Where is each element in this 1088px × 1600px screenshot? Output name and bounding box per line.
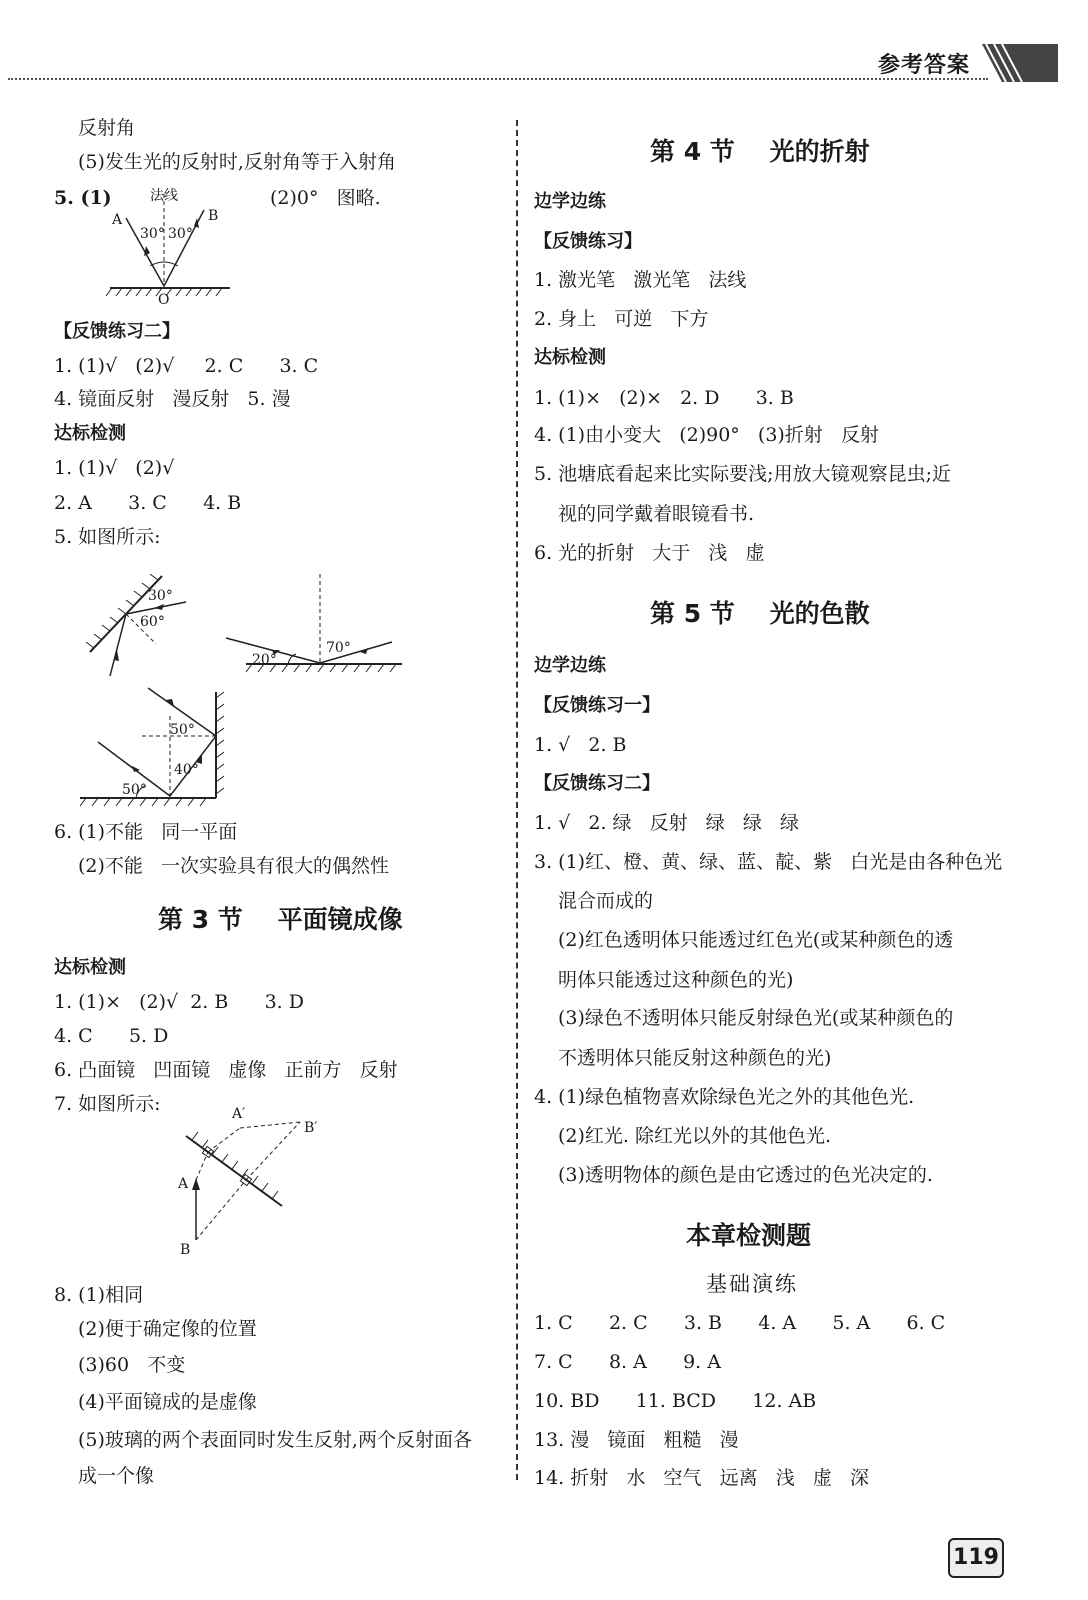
reflection-diagram-1 — [100, 180, 240, 308]
answer-line: 1. √ 2. 绿 反射 绿 绿 绿 — [534, 812, 800, 834]
answer-line: 5. 如图所示: — [54, 526, 161, 548]
answer-line: (4)平面镜成的是虚像 — [78, 1391, 257, 1413]
ray-a-label: A — [112, 212, 123, 228]
answer-line: 1. (1)√ (2)√ — [54, 457, 175, 479]
answer-line: 2. 身上 可逆 下方 — [534, 308, 709, 330]
point-o-label: O — [158, 292, 170, 308]
section-heading: 第 4 节 光的折射 — [650, 137, 870, 166]
answer-line: 4. C 5. D — [54, 1025, 169, 1047]
answer-line: (3)透明物体的颜色是由它透过的色光决定的. — [558, 1164, 933, 1186]
answer-line: (2)0° 图略. — [270, 187, 381, 209]
chapter-test-heading: 本章检测题 — [686, 1221, 812, 1250]
section-label: 达标检测 — [534, 347, 606, 368]
answer-line: 7. C 8. A 9. A — [534, 1351, 721, 1373]
angle-label: 30° — [168, 226, 193, 242]
angle-label: 20° — [252, 652, 277, 668]
answer-line: (2)便于确定像的位置 — [78, 1318, 257, 1340]
answer-line: 4. 镜面反射 漫反射 5. 漫 — [54, 388, 291, 410]
section-label: 边学边练 — [534, 655, 606, 676]
header-rule — [8, 78, 988, 80]
header-title: 参考答案 — [878, 53, 971, 78]
section-label: 达标检测 — [54, 957, 126, 978]
answer-line: 1. (1)× (2)× 2. D 3. B — [534, 387, 794, 409]
answer-line: (5)玻璃的两个表面同时发生反射,两个反射面各 — [78, 1429, 472, 1451]
answer-line: 5. (1) — [54, 187, 112, 209]
answer-line: 6. 光的折射 大于 浅 虚 — [534, 542, 765, 564]
answer-line: (3)绿色不透明体只能反射绿色光(或某种颜色的 — [558, 1007, 954, 1029]
answer-line: 4. (1)绿色植物喜欢除绿色光之外的其他色光. — [534, 1086, 915, 1108]
answer-line: 混合而成的 — [558, 890, 654, 912]
ray-b-label: B — [208, 208, 219, 224]
answer-line: 成一个像 — [78, 1465, 155, 1487]
answer-line: (3)60 不变 — [78, 1354, 186, 1376]
angle-label: 50° — [122, 782, 147, 798]
page-number: 119 — [948, 1538, 1004, 1578]
header-decoration — [982, 44, 1058, 82]
answer-line: (2)红光. 除红光以外的其他色光. — [558, 1125, 832, 1147]
column-divider — [516, 120, 518, 1480]
answer-line: 视的同学戴着眼镜看书. — [558, 503, 755, 525]
answer-line: 不透明体只能反射这种颜色的光) — [558, 1047, 832, 1069]
answer-line: (5)发生光的反射时,反射角等于入射角 — [78, 151, 396, 173]
section-label: 边学边练 — [534, 191, 606, 212]
section-label: 【反馈练习】 — [534, 231, 642, 252]
angle-label: 40° — [174, 762, 199, 778]
answer-line: 1. (1)× (2)√ 2. B 3. D — [54, 991, 304, 1013]
angle-label: 30° — [140, 226, 165, 242]
answer-line: 1. 激光笔 激光笔 法线 — [534, 269, 747, 291]
answer-line: 10. BD 11. BCD 12. AB — [534, 1390, 817, 1412]
answer-line: 明体只能透过这种颜色的光) — [558, 969, 794, 991]
answer-line: 1. (1)√ (2)√ 2. C 3. C — [54, 355, 319, 377]
reflection-diagrams-2 — [76, 566, 416, 808]
answer-line: 3. (1)红、橙、黄、绿、蓝、靛、紫 白光是由各种色光 — [534, 851, 1003, 873]
image-a-label: A′ — [232, 1106, 246, 1122]
answer-line: (2)红色透明体只能透过红色光(或某种颜色的透 — [558, 929, 954, 951]
object-b-label: B — [180, 1242, 191, 1258]
section-label: 达标检测 — [54, 423, 126, 444]
answer-line: 14. 折射 水 空气 远离 浅 虚 深 — [534, 1467, 869, 1489]
normal-label: 法线 — [150, 188, 178, 204]
image-b-label: B′ — [304, 1120, 318, 1136]
section-label: 【反馈练习一】 — [534, 695, 660, 716]
answer-line: 反射角 — [78, 117, 136, 139]
answer-line: 8. (1)相同 — [54, 1284, 144, 1306]
answer-line: 2. A 3. C 4. B — [54, 492, 242, 514]
angle-label: 50° — [170, 722, 195, 738]
answer-line: 7. 如图所示: — [54, 1093, 161, 1115]
angle-label: 70° — [326, 640, 351, 656]
answer-line: 6. 凸面镜 凹面镜 虚像 正前方 反射 — [54, 1059, 398, 1081]
answer-line: 5. 池塘底看起来比实际要浅;用放大镜观察昆虫;近 — [534, 463, 951, 485]
answer-line: 1. C 2. C 3. B 4. A 5. A 6. C — [534, 1312, 946, 1334]
object-a-label: A — [178, 1176, 189, 1192]
section-label: 【反馈练习二】 — [534, 773, 660, 794]
answer-line: 4. (1)由小变大 (2)90° (3)折射 反射 — [534, 424, 879, 446]
section-heading: 第 5 节 光的色散 — [650, 599, 870, 628]
basic-practice-heading: 基础演练 — [706, 1272, 798, 1296]
answer-line: (2)不能 一次实验具有很大的偶然性 — [78, 855, 390, 877]
answer-line: 6. (1)不能 同一平面 — [54, 821, 238, 843]
angle-label: 30° — [148, 588, 173, 604]
answer-line: 13. 漫 镜面 粗糙 漫 — [534, 1429, 739, 1451]
answer-line: 1. √ 2. B — [534, 734, 627, 756]
section-label: 【反馈练习二】 — [54, 321, 180, 342]
section-heading: 第 3 节 平面镜成像 — [158, 905, 403, 934]
angle-label: 60° — [140, 614, 165, 630]
plane-mirror-diagram — [174, 1100, 334, 1260]
